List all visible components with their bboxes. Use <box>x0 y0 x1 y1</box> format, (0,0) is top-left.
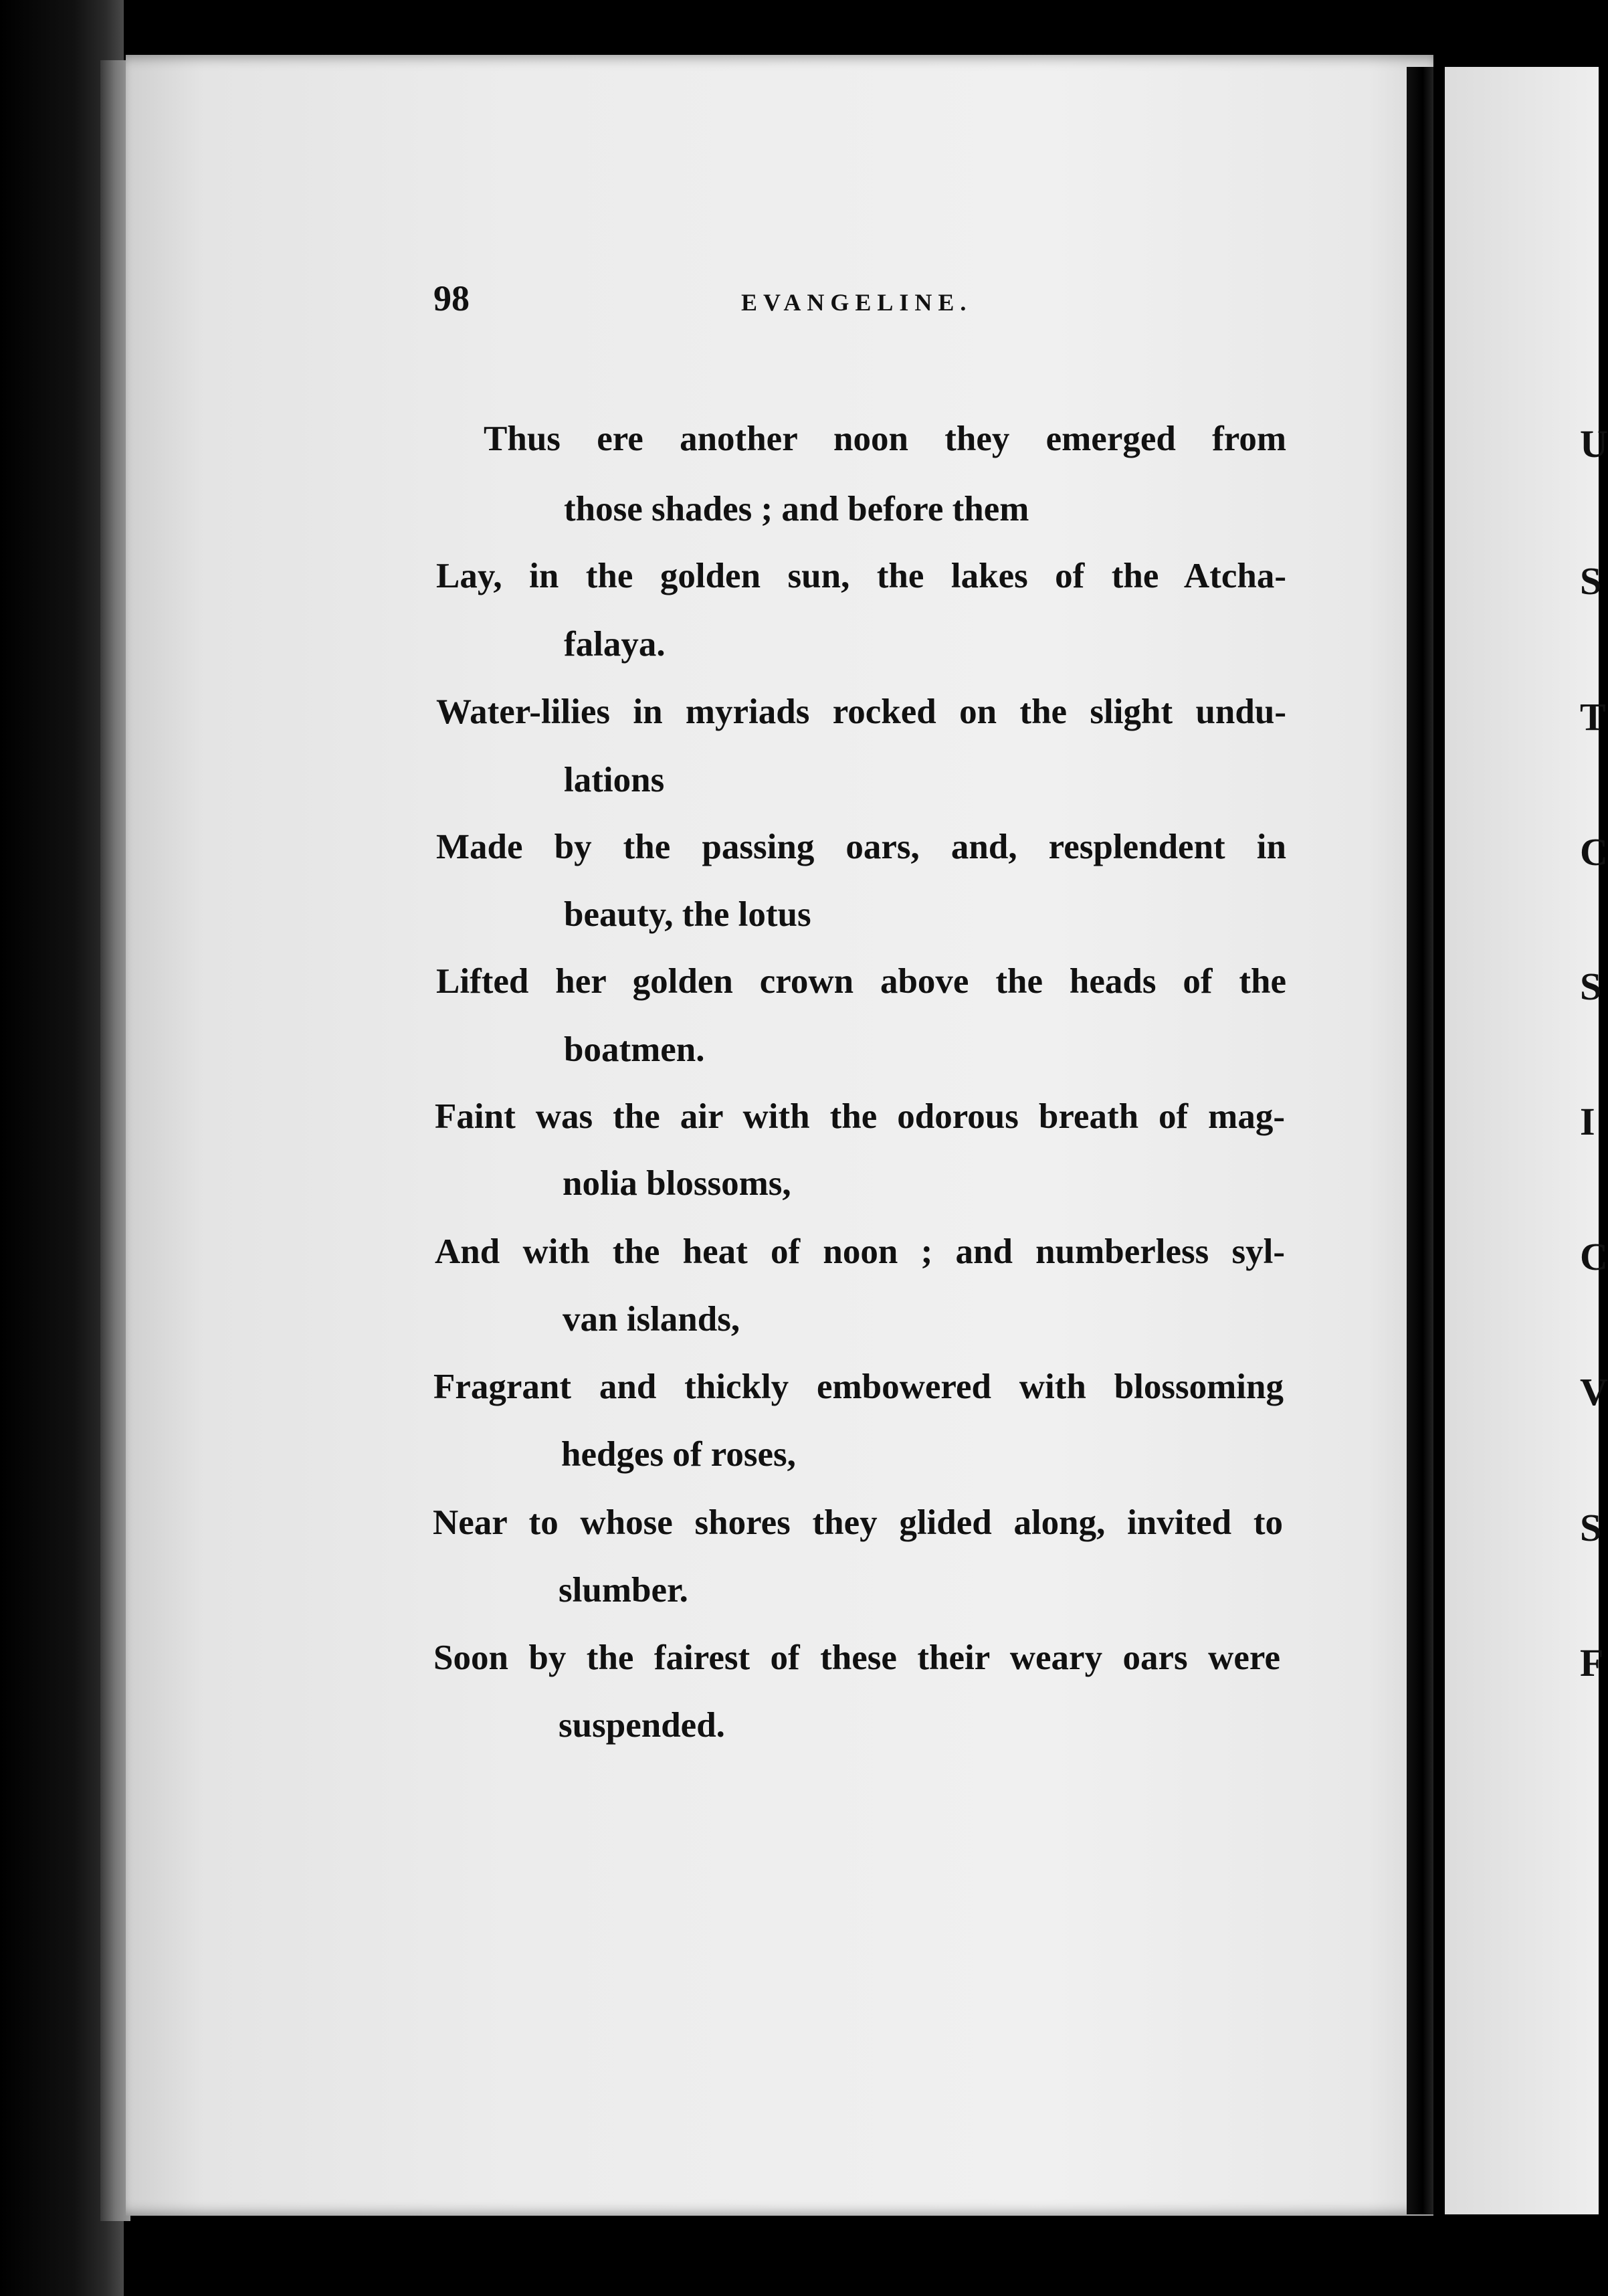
facing-letter: S <box>1580 965 1602 1008</box>
verse-line: Faint was the air with the odorous breath of mag- <box>435 1097 1285 1136</box>
verse-continuation: lations <box>564 761 665 799</box>
verse-continuation: suspended. <box>559 1706 725 1745</box>
verse-continuation: boatmen. <box>564 1030 705 1069</box>
verse-line: Fragrant and thickly embowered with blossoming <box>433 1367 1284 1406</box>
facing-letter: S <box>1580 1506 1602 1549</box>
verse-continuation: those shades ; and before them <box>564 490 1029 529</box>
verse-continuation: van islands, <box>563 1300 740 1339</box>
facing-letter: C <box>1580 1235 1608 1278</box>
facing-page-text <box>1580 0 1608 2296</box>
verse-line: Soon by the fairest of these their weary oars were <box>433 1638 1280 1677</box>
facing-letter: I <box>1580 1100 1595 1143</box>
running-title: EVANGELINE. <box>741 289 973 316</box>
verse-continuation: hedges of roses, <box>561 1435 796 1474</box>
verse-continuation: beauty, the lotus <box>564 895 811 934</box>
page-number: 98 <box>433 278 470 318</box>
facing-letter: U <box>1580 422 1608 466</box>
verse-line: And with the heat of noon ; and numberless syl- <box>435 1232 1285 1271</box>
verse-line: Water-lilies in myriads rocked on the slight undu- <box>436 692 1286 731</box>
facing-letter: V <box>1580 1370 1608 1414</box>
facing-letter: F <box>1580 1641 1604 1685</box>
verse-continuation: nolia blossoms, <box>563 1164 791 1203</box>
facing-letter: T <box>1580 695 1606 739</box>
verse-line: Lifted her golden crown above the heads of the <box>436 962 1286 1001</box>
verse-line: Made by the passing oars, and, resplendent in <box>436 828 1286 866</box>
verse-line: Lay, in the golden sun, the lakes of the Atcha- <box>436 557 1286 595</box>
verse-line: Thus ere another noon they emerged from <box>484 419 1286 458</box>
facing-letter: S <box>1580 559 1602 603</box>
verse-line: Near to whose shores they glided along, invited to <box>433 1503 1283 1542</box>
verse-continuation: slumber. <box>559 1571 688 1610</box>
verse-continuation: falaya. <box>564 625 666 664</box>
facing-letter: C <box>1580 830 1608 874</box>
